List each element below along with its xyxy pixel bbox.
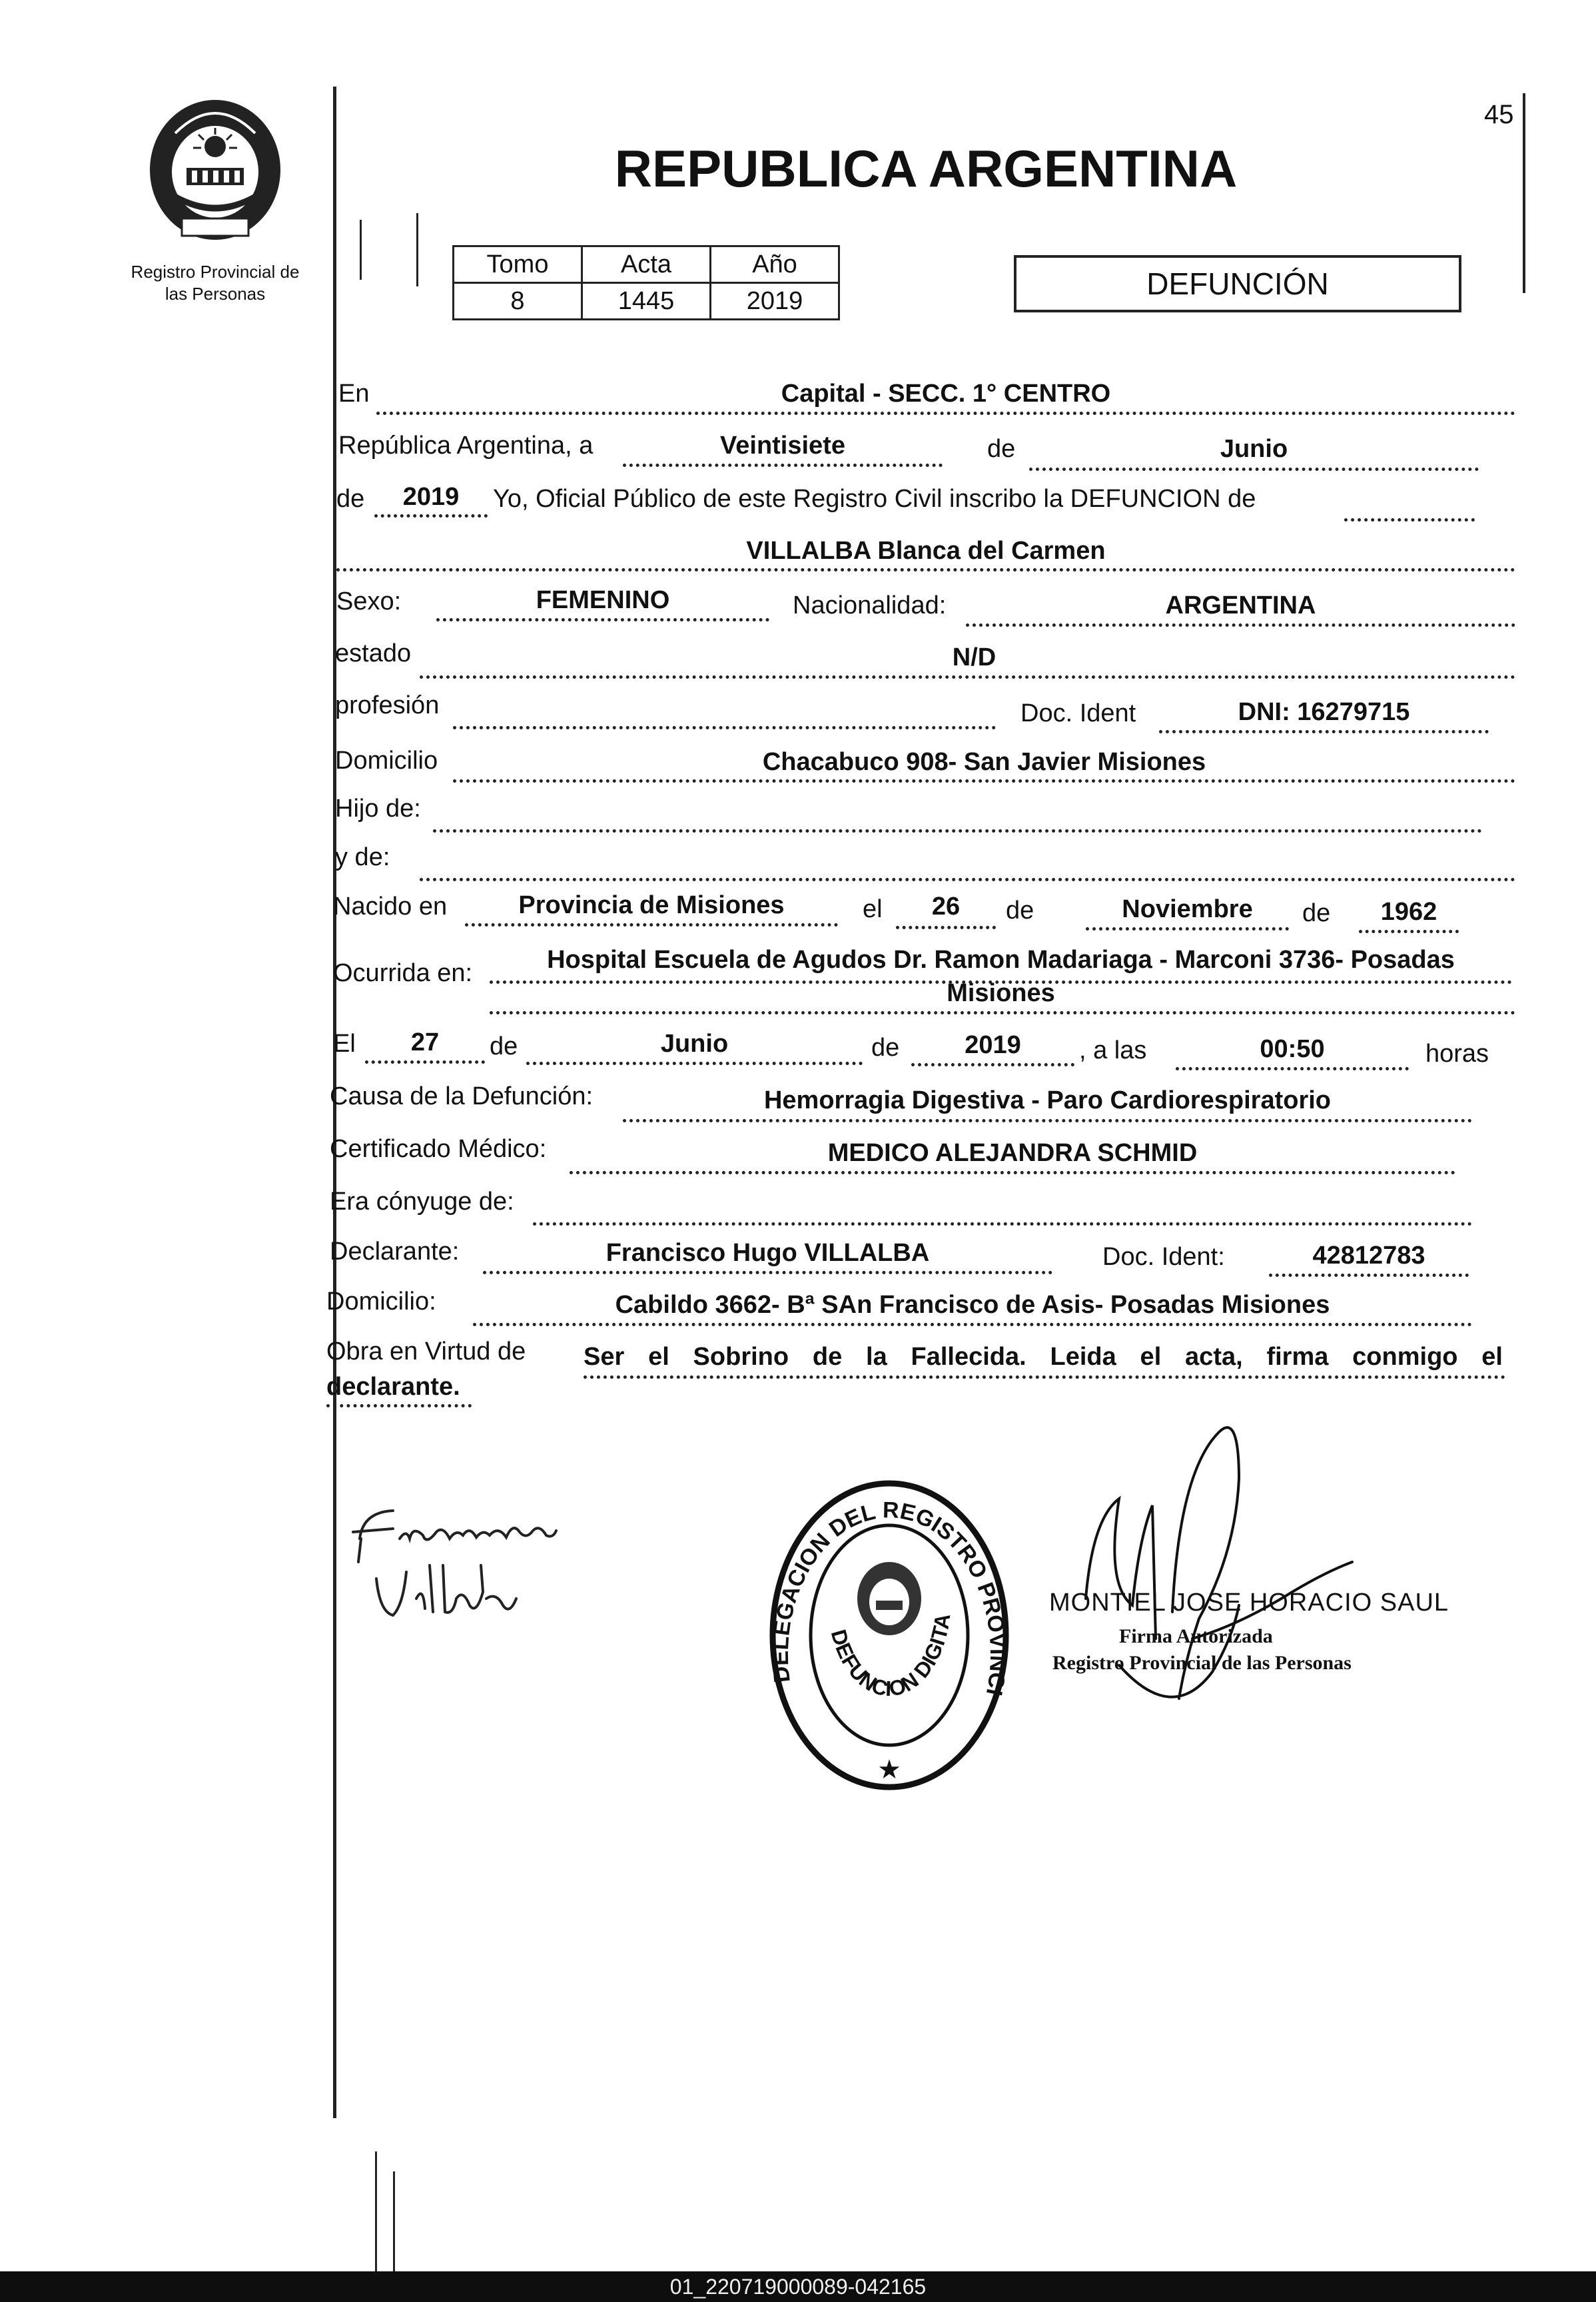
ocurrida-line1: Hospital Escuela de Agudos Dr. Ramon Madariaga - Marconi 3736- Posadas bbox=[547, 946, 1455, 974]
decl-doc-label: Doc. Ident: bbox=[1102, 1243, 1225, 1271]
el-label: El bbox=[333, 1030, 356, 1058]
en-label: En bbox=[338, 380, 370, 408]
ref-header-tomo: Tomo bbox=[454, 246, 582, 283]
def-de1-label: de bbox=[490, 1032, 518, 1060]
document-type-box: DEFUNCIÓN bbox=[1014, 255, 1461, 312]
issuer-name-line1: Registro Provincial de bbox=[131, 262, 300, 282]
doc-ident-label: Doc. Ident bbox=[1020, 699, 1136, 727]
month-value: Junio bbox=[1220, 435, 1288, 463]
ref-header-acta: Acta bbox=[582, 246, 711, 283]
statement-text: Yo, Oficial Público de este Registro Civil inscribo la DEFUNCION de bbox=[493, 485, 1256, 513]
nac-de1-label: de bbox=[1006, 897, 1034, 925]
declarant-signature bbox=[346, 1499, 573, 1625]
right-margin-line bbox=[1523, 93, 1525, 293]
nacido-lugar-value: Provincia de Misiones bbox=[518, 891, 785, 919]
nac-el-label: el bbox=[863, 895, 883, 923]
declarante-value: Francisco Hugo VILLALBA bbox=[605, 1239, 930, 1267]
svg-text:★: ★ bbox=[877, 1755, 901, 1784]
def-day-value: 27 bbox=[410, 1028, 440, 1056]
nac-month-value: Noviembre bbox=[1122, 895, 1253, 923]
certificado-value: MEDICO ALEJANDRA SCHMID bbox=[827, 1139, 1198, 1167]
y-de-label: y de: bbox=[335, 843, 390, 871]
official-name: MONTIEL JOSE HORACIO SAUL bbox=[1049, 1589, 1449, 1617]
nacionalidad-value: ARGENTINA bbox=[1165, 591, 1316, 619]
republica-label: República Argentina, a bbox=[338, 432, 594, 460]
horas-label: horas bbox=[1425, 1040, 1489, 1068]
ref-value-acta: 1445 bbox=[582, 283, 711, 320]
place-value: Capital - SECC. 1° CENTRO bbox=[781, 380, 1111, 408]
nac-year-value: 1962 bbox=[1380, 898, 1437, 926]
domicilio-label: Domicilio bbox=[335, 747, 438, 775]
issuer-name-line2: las Personas bbox=[165, 283, 266, 304]
a-las-label: , a las bbox=[1079, 1036, 1147, 1064]
profesion-label: profesión bbox=[335, 691, 440, 719]
provincial-coat-of-arms-icon bbox=[145, 93, 285, 246]
estado-value: N/D bbox=[952, 643, 997, 671]
official-role: Firma Autorizada bbox=[1119, 1625, 1273, 1647]
causa-label: Causa de la Defunción: bbox=[330, 1082, 594, 1110]
margin-tick bbox=[360, 220, 362, 280]
decl-dom-label: Domicilio: bbox=[326, 1288, 436, 1316]
certificado-label: Certificado Médico: bbox=[330, 1135, 547, 1163]
issuer-name bbox=[0, 261, 430, 304]
official-org: Registro Provincial de las Personas bbox=[1052, 1652, 1352, 1674]
declarante-label: Declarante: bbox=[330, 1238, 460, 1266]
margin-tick-3 bbox=[375, 2151, 377, 2285]
def-month-value: Junio bbox=[660, 1030, 729, 1058]
page-number: 45 bbox=[1484, 100, 1514, 129]
page-title: REPUBLICA ARGENTINA bbox=[614, 139, 1238, 198]
reference-table bbox=[452, 245, 840, 320]
official-stamp bbox=[766, 1475, 1012, 1795]
year-prefix-label: de bbox=[336, 485, 365, 513]
hijo-de-label: Hijo de: bbox=[335, 795, 421, 823]
ref-value-anio: 2019 bbox=[711, 283, 839, 320]
sexo-label: Sexo: bbox=[336, 587, 402, 615]
year-value: 2019 bbox=[402, 483, 460, 511]
def-year-value: 2019 bbox=[965, 1031, 1021, 1059]
ref-value-tomo: 8 bbox=[454, 283, 582, 320]
deceased-name-value: VILLALBA Blanca del Carmen bbox=[746, 537, 1106, 565]
margin-tick-2 bbox=[416, 213, 418, 286]
obra-text-line2: declarante. bbox=[326, 1373, 460, 1401]
nac-de2-label: de bbox=[1302, 899, 1331, 927]
conyuge-label: Era cónyuge de: bbox=[330, 1188, 514, 1216]
svg-text:DEFUNCION DIGITAL: DEFUNCION DIGITA bbox=[826, 1612, 955, 1701]
decl-doc-value: 42812783 bbox=[1312, 1242, 1425, 1270]
obra-text-line1: Ser el Sobrino de la Fallecida. Leida el acta, firma conmigo el bbox=[584, 1343, 1503, 1371]
def-time-value: 00:50 bbox=[1260, 1035, 1325, 1063]
doc-ident-value: DNI: 16279715 bbox=[1238, 698, 1410, 726]
ocurrida-line2: Misiones bbox=[947, 979, 1055, 1007]
margin-tick-4 bbox=[393, 2171, 395, 2271]
nacido-label: Nacido en bbox=[333, 893, 448, 921]
domicilio-value: Chacabuco 908- San Javier Misiones bbox=[762, 748, 1206, 776]
decl-dom-value: Cabildo 3662- Bª SAn Francisco de Asis- Posadas Misiones bbox=[615, 1291, 1330, 1319]
def-de2-label: de bbox=[871, 1034, 900, 1062]
official-signature bbox=[1039, 1419, 1412, 1732]
estado-label: estado bbox=[335, 639, 412, 667]
de-label: de bbox=[987, 435, 1016, 463]
ocurrida-label: Ocurrida en: bbox=[333, 959, 473, 987]
nacionalidad-label: Nacionalidad: bbox=[793, 591, 947, 619]
svg-text:DELEGACION DEL REGISTRO PROVIN: DELEGACION DEL REGISTRO PROVINCI bbox=[767, 1497, 1011, 1698]
sexo-value: FEMENINO bbox=[536, 586, 670, 614]
obra-label: Obra en Virtud de bbox=[326, 1338, 526, 1365]
footer-code: 01_220719000089-042165 bbox=[0, 2271, 1596, 2302]
ref-header-anio: Año bbox=[711, 246, 839, 283]
causa-value: Hemorragia Digestiva - Paro Cardiorespiratorio bbox=[763, 1086, 1332, 1114]
day-text-value: Veintisiete bbox=[720, 432, 845, 460]
nac-day-value: 26 bbox=[931, 893, 961, 921]
